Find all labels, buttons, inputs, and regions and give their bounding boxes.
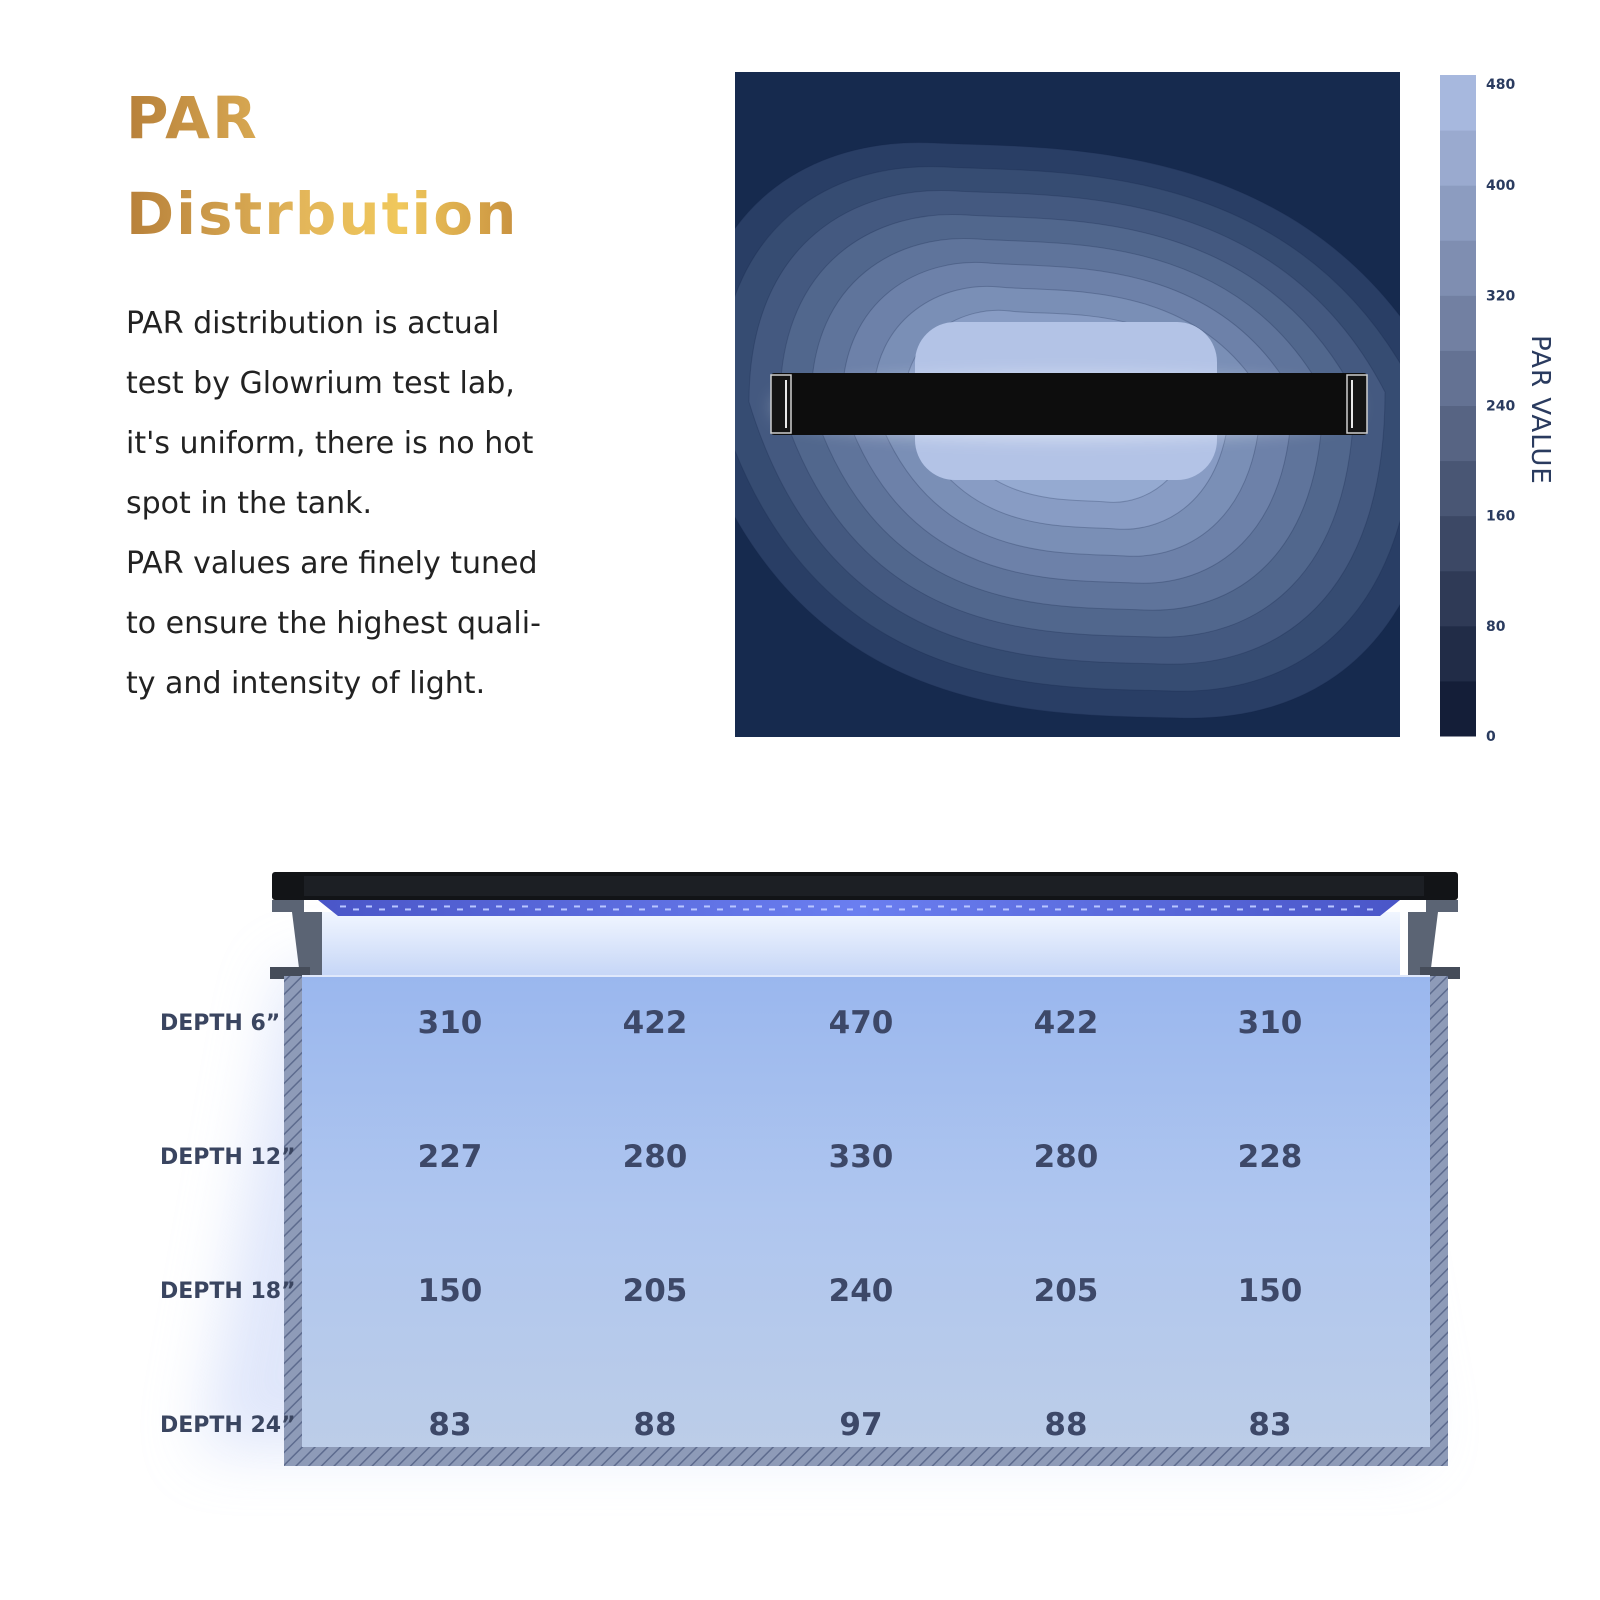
description-line: spot in the tank. xyxy=(126,486,373,521)
led-dot xyxy=(1276,905,1282,907)
par-value-cell: 470 xyxy=(828,1005,894,1041)
led-dot xyxy=(951,908,957,910)
led-dot xyxy=(431,908,437,910)
par-value-cell: 422 xyxy=(1033,1005,1099,1041)
led-dot xyxy=(405,908,411,910)
led-dot xyxy=(756,905,762,907)
led-dot xyxy=(366,905,372,907)
led-dot xyxy=(1146,905,1152,907)
light-bar xyxy=(771,373,1367,435)
par-value-cell: 310 xyxy=(417,1005,483,1041)
led-dot xyxy=(1120,905,1126,907)
par-value-cell: 88 xyxy=(1044,1407,1088,1443)
led-dot xyxy=(990,905,996,907)
colorbar-band xyxy=(1440,406,1476,462)
colorbar-tick-label: 320 xyxy=(1486,288,1516,305)
led-dot xyxy=(574,905,580,907)
par-value-cell: 310 xyxy=(1237,1005,1303,1041)
par-value-cell: 240 xyxy=(828,1273,894,1309)
led-dot xyxy=(1003,908,1009,910)
colorbar-band xyxy=(1440,461,1476,517)
led-strip xyxy=(318,900,1400,916)
led-dot xyxy=(639,908,645,910)
led-dot xyxy=(977,908,983,910)
led-dot xyxy=(496,905,502,907)
par-value-cell: 227 xyxy=(417,1139,483,1175)
colorbar-band xyxy=(1440,130,1476,186)
colorbar-tick-label: 160 xyxy=(1486,508,1516,525)
led-dot xyxy=(730,905,736,907)
colorbar-band xyxy=(1440,626,1476,682)
led-dot xyxy=(704,905,710,907)
led-dot xyxy=(1029,908,1035,910)
led-dot xyxy=(808,905,814,907)
led-dot xyxy=(340,905,346,907)
depth-label: DEPTH 12” xyxy=(160,1145,296,1170)
led-dot xyxy=(1107,908,1113,910)
colorbar-band xyxy=(1440,295,1476,351)
led-dot xyxy=(821,908,827,910)
led-dot xyxy=(1263,908,1269,910)
led-dot xyxy=(652,905,658,907)
par-value-cell: 280 xyxy=(622,1139,688,1175)
par-value-cell: 150 xyxy=(417,1273,483,1309)
colorbar-band xyxy=(1440,350,1476,406)
led-dot xyxy=(1354,905,1360,907)
led-dot xyxy=(509,908,515,910)
bracket-left xyxy=(272,900,322,976)
led-dot xyxy=(587,908,593,910)
led-dot xyxy=(379,908,385,910)
depth-label: DEPTH 6” xyxy=(160,1011,281,1036)
led-dot xyxy=(912,905,918,907)
tank-headspace xyxy=(316,912,1400,980)
led-dot xyxy=(1237,908,1243,910)
led-dot xyxy=(1224,905,1230,907)
led-dot xyxy=(678,905,684,907)
colorbar-band xyxy=(1440,571,1476,627)
led-dot xyxy=(847,908,853,910)
colorbar-band xyxy=(1440,681,1476,737)
colorbar-label: PAR VALUE xyxy=(1525,335,1555,485)
led-dot xyxy=(470,905,476,907)
led-dot xyxy=(522,905,528,907)
light-end-cap-left xyxy=(771,375,791,433)
par-heatmap xyxy=(735,72,1400,737)
description-line: PAR values are finely tuned xyxy=(126,546,538,581)
led-dot xyxy=(483,908,489,910)
led-dot xyxy=(899,908,905,910)
led-dot xyxy=(1172,905,1178,907)
led-dot xyxy=(353,908,359,910)
par-value-cell: 88 xyxy=(633,1407,677,1443)
description-line: it's uniform, there is no hot xyxy=(126,426,534,461)
led-dot xyxy=(743,908,749,910)
led-dot xyxy=(665,908,671,910)
par-value-cell: 280 xyxy=(1033,1139,1099,1175)
depth-label: DEPTH 24” xyxy=(160,1413,296,1438)
led-dot xyxy=(1328,905,1334,907)
par-value-cell: 83 xyxy=(428,1407,472,1443)
led-dot xyxy=(1289,908,1295,910)
led-dot xyxy=(964,905,970,907)
led-dot xyxy=(1250,905,1256,907)
par-value-cell: 205 xyxy=(622,1273,688,1309)
led-dot xyxy=(1211,908,1217,910)
led-dot xyxy=(1016,905,1022,907)
led-dot xyxy=(1315,908,1321,910)
led-dot xyxy=(886,905,892,907)
led-dot xyxy=(613,908,619,910)
led-dot xyxy=(1133,908,1139,910)
led-dot xyxy=(418,905,424,907)
par-value-cell: 205 xyxy=(1033,1273,1099,1309)
colorbar-band xyxy=(1440,240,1476,296)
colorbar-bands xyxy=(1440,75,1476,737)
title-line-2: Distrbution xyxy=(126,180,519,248)
title-line-1: PAR xyxy=(126,84,259,152)
light-end-cap-right xyxy=(1347,375,1367,433)
led-dot xyxy=(1302,905,1308,907)
colorbar-tick-label: 80 xyxy=(1486,618,1506,635)
tank-water xyxy=(302,976,1430,1447)
led-dot xyxy=(769,908,775,910)
led-dot xyxy=(1094,905,1100,907)
page-title xyxy=(126,70,518,262)
colorbar-band xyxy=(1440,75,1476,131)
colorbar-tick-label: 480 xyxy=(1486,77,1516,93)
par-value-cell: 97 xyxy=(839,1407,883,1443)
led-dot xyxy=(1185,908,1191,910)
par-value-cell: 422 xyxy=(622,1005,688,1041)
led-dot xyxy=(600,905,606,907)
led-dot xyxy=(925,908,931,910)
led-dot xyxy=(1367,908,1373,910)
led-dot xyxy=(1159,908,1165,910)
led-dot xyxy=(938,905,944,907)
colorbar-tick-label: 0 xyxy=(1486,729,1496,745)
led-dot xyxy=(873,908,879,910)
led-dot xyxy=(782,905,788,907)
fixture-top xyxy=(304,876,1424,896)
led-dot xyxy=(795,908,801,910)
led-dot xyxy=(444,905,450,907)
led-dot xyxy=(626,905,632,907)
colorbar-band xyxy=(1440,185,1476,241)
led-dot xyxy=(1068,905,1074,907)
led-dot xyxy=(1081,908,1087,910)
led-dot xyxy=(1198,905,1204,907)
description xyxy=(126,294,566,714)
par-value-cell: 330 xyxy=(828,1139,894,1175)
par-value-cell: 83 xyxy=(1248,1407,1292,1443)
depth-label: DEPTH 18” xyxy=(160,1279,296,1304)
led-dot xyxy=(561,908,567,910)
led-dot xyxy=(860,905,866,907)
led-dot xyxy=(1055,908,1061,910)
colorbar-tick-label: 240 xyxy=(1486,398,1516,415)
par-value-cell: 228 xyxy=(1237,1139,1303,1175)
led-dot xyxy=(1341,908,1347,910)
led-dot xyxy=(834,905,840,907)
bracket-right xyxy=(1408,900,1458,976)
description-line: to ensure the highest quali- xyxy=(126,606,541,641)
description-line: PAR distribution is actual xyxy=(126,306,500,341)
led-dot xyxy=(457,908,463,910)
par-value-cell: 150 xyxy=(1237,1273,1303,1309)
description-line: test by Glowrium test lab, xyxy=(126,366,515,401)
colorbar-ticks xyxy=(1486,77,1515,745)
colorbar-band xyxy=(1440,516,1476,572)
led-dot xyxy=(392,905,398,907)
led-dot xyxy=(535,908,541,910)
led-dot xyxy=(691,908,697,910)
led-dot xyxy=(717,908,723,910)
light-fixture xyxy=(771,373,1367,435)
description-line: ty and intensity of light. xyxy=(126,666,486,701)
colorbar-tick-label: 400 xyxy=(1486,178,1516,195)
led-dot xyxy=(548,905,554,907)
led-dot xyxy=(1042,905,1048,907)
